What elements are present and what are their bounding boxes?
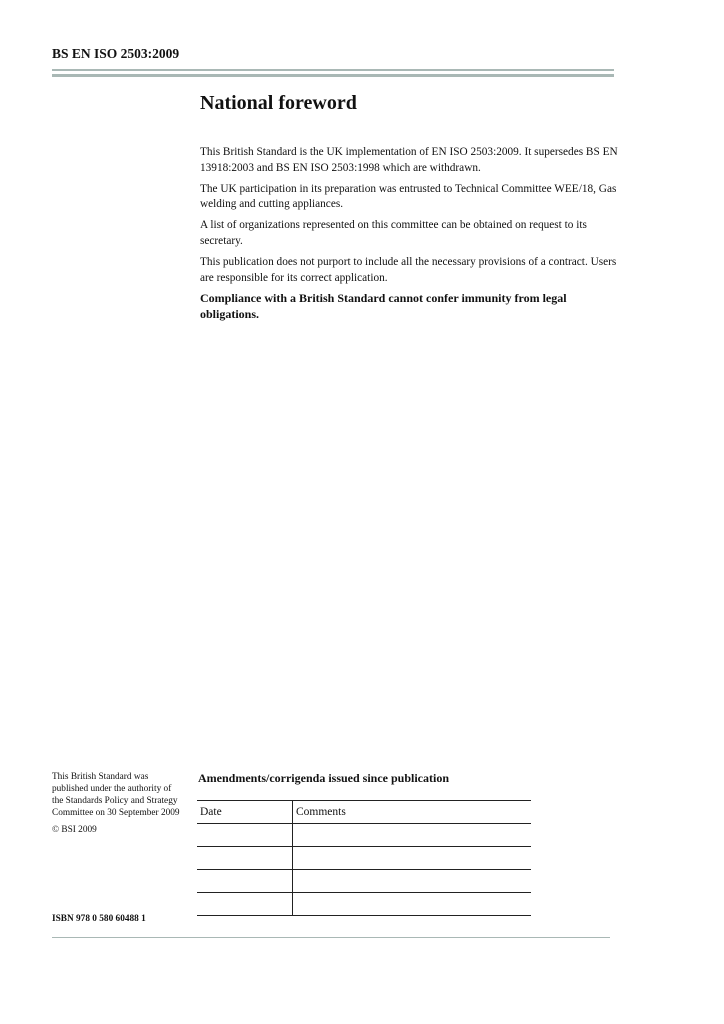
date-cell: [197, 824, 293, 847]
comments-cell: [293, 893, 532, 916]
amendments-heading: Amendments/corrigenda issued since publication: [198, 771, 450, 785]
header-rule-bottom: [52, 74, 614, 77]
date-cell: [197, 893, 293, 916]
table-row: [197, 870, 531, 893]
comments-cell: [293, 870, 532, 893]
header-rule-top: [52, 69, 614, 71]
document-id-header: BS EN ISO 2503:2009: [52, 46, 180, 61]
comments-cell: [293, 824, 532, 847]
table-row: [197, 893, 531, 916]
column-header-comments: Comments: [293, 801, 532, 824]
amendments-table: [197, 800, 531, 916]
table-row: [197, 847, 531, 870]
date-cell: [197, 847, 293, 870]
publication-note: This British Standard was published under the authority of the Standards Policy and Strategy Committee on 30 September 2009: [52, 772, 180, 818]
paragraph: This British Standard is the UK implementation of EN ISO 2503:2009. It supersedes BS EN 13918:2003 and BS EN ISO 2503:1998 which are withdrawn.: [200, 146, 618, 174]
compliance-statement: Compliance with a British Standard cannot confer immunity from legal obligations.: [200, 291, 567, 322]
page-title: National foreword: [200, 92, 357, 114]
comments-cell: [293, 847, 532, 870]
table-header-row: [197, 801, 531, 824]
publication-sidebar: [52, 771, 182, 841]
column-header-date: Date: [197, 801, 293, 824]
paragraph: This publication does not purport to include all the necessary provisions of a contract. Users are responsible for its correct application.: [200, 255, 617, 284]
isbn: ISBN 978 0 580 60488 1: [52, 914, 146, 924]
paragraph: The UK participation in its preparation was entrusted to Technical Committee WEE/18, Gas welding and cutting appliances.: [200, 182, 617, 211]
date-cell: [197, 870, 293, 893]
foreword-body: [200, 145, 620, 328]
paragraph: A list of organizations represented on this committee can be obtained on request to its secretary.: [200, 219, 587, 247]
table-row: [197, 824, 531, 847]
footer-rule: [52, 937, 610, 938]
copyright: © BSI 2009: [52, 825, 97, 835]
